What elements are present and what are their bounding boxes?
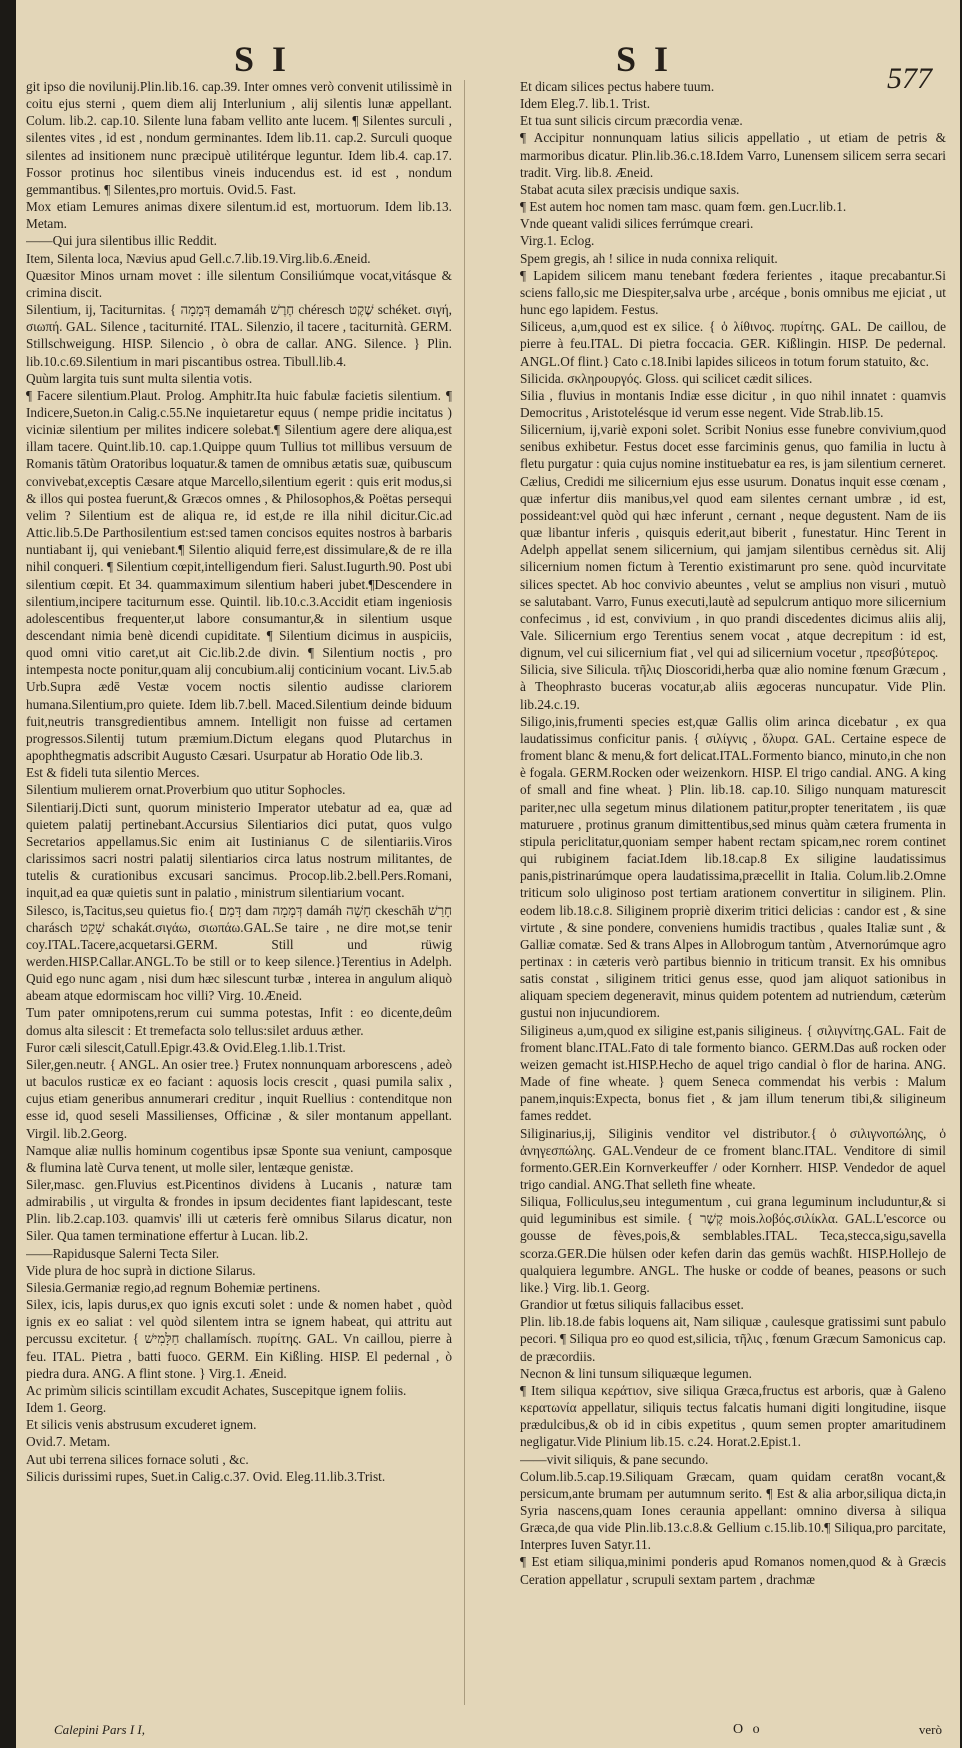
entry-paragraph: Idem 1. Georg. [26,1400,107,1416]
entry-paragraph: ¶ Accipitur nonnunquam latius silicis appellatio , ut etiam de petris & marmoribus dicatur. Plin.lib.36.c.18.Idem Varro, Lunensem silicem serra secari tradit. Virg. lib.8. Æneid. [520,130,946,180]
entry-paragraph: Aut ubi terrena silices fornace soluti , &c. [26,1451,249,1467]
entry-paragraph: Silesia.Germaniæ regio,ad regnum Bohemiæ pertinens. [26,1279,321,1295]
entry-paragraph: Silia , fluvius in montanis Indiæ esse dicitur , in quo nihil innatet : quamvis Democritus , Aristotelésque id verum esse negent. Vide Strab.lib.15. [520,387,946,420]
entry-paragraph: ——Rapidusque Salerni Tecta Siler. [26,1245,220,1261]
entry-paragraph: Grandior ut fœtus siliquis fallacibus esset. [520,1297,744,1313]
right-column [520,78,946,1723]
entry-paragraph: Item, Silenta loca, Nævius apud Gell.c.7.lib.19.Virg.lib.6.Æneid. [26,250,371,266]
entry-paragraph: ¶ Est autem hoc nomen tam masc. quam fœm. gen.Lucr.lib.1. [520,199,847,215]
column-divider [464,80,465,1705]
dictionary-page [16,0,960,1748]
entry-paragraph: Colum.lib.5.cap.19.Siliquam Græcam, quam quidam cerat8n vocant,& persicum,ante brumam per autumnum serito. ¶ Est & alia arbor,siliqua dicta,in Syria nascens,quam Iones ceraunia appellant: omnino diversa à siliqua Græca,de qua vide Plin.lib.13.c.8.& Gellium c.15.lib.10.¶ Siliqua,pro parcitate, Interpres Iuven Satyr.11. [520,1468,946,1553]
entry-paragraph: Silicernium, ij,variè exponi solet. Scribit Nonius esse funebre convivium,quod senibus exhibetur. Festus docet esse farciminis genus, quo familia in luctu à fletu purgatur : quia cujus nomine instituebatur ea res, is jam silentium cerneret. Cælius, Credidi me silicernium ejus esse usurum. Donatus inquit esse cœnam , quæ infertur diis manibus,vel quod eam silentes cernant umbræ , id est, possideant:vel quòd qui hæc inferunt , cernant , neque degustent. Nam de iis quæ libantur inferis , quisquis ederit,aut biberit , funestatur. Hinc Terent in Adelph appellat senem silicernium, qui jamjam silentibus cernèdus sit. Alij silicernium nomen fictum à Terentio existimarunt pro sene. quòd incurvitate silices spectet. Ab hoc convivio abeuntes , velut se amplius non visuri , mutuò se salutabant. Varro, Funus executi,lautè ad sepulcrum antiquo more silicernium confecimus , id est, convivium , in quo prandi discedentes dicimus aliis alij, Vale. Silicernium ergo Terentius senem vocat , atque decrepitum : id est, dignum, vel cui silicernium fiat , vel qui ad silicernium vocetur , πρεσβύτερος. [520,422,946,661]
running-head-right: SI [616,39,687,79]
entry-paragraph: Spem gregis, ah ! silice in nuda connixa reliquit. [520,250,778,266]
left-column [26,78,452,1723]
entry-paragraph: git ipso die novilunij.Plin.lib.16. cap.39. Inter omnes verò convenit utilissimè in coitu ejus sterni , quem diem alij Interlunium , alij silentis lunæ appellant. Colum. lib.2. cap.10. Silente luna fabam vellito ante lucem. ¶ Silentes surculi , silentes vites , id est , nondum germinantes. Idem lib.11. cap.2. Surculi quoque silentes ad insitionem nunc præcipuè utilitérque leguntur. Idem lib.4. cap.17. Fossor protinus hoc silentibus vineis inducendus est. id est , nondum gemmantibus. ¶ Silentes,pro mortuis. Ovid.5. Fast. [26,79,452,197]
catchword: verò [918,1722,942,1737]
entry-paragraph: Plin. lib.18.de fabis loquens ait, Nam siliquæ , caulesque gratissimi sunt pabulo pecori. ¶ Siliqua pro eo quod est,silicia, τῆλις , fœnum Græcum Samonicus cap. de præcordiis. [520,1314,946,1364]
entry-paragraph: ——Qui jura silentibus illic Reddit. [26,233,217,249]
entry-paragraph: Siligineus a,um,quod ex siligine est,panis siligineus. { σιλιγνίτης.GAL. Fait de froment blanc.ITAL.Fato di tale formento bianco. GERM.Das auß rocken oder weizen gemacht ist.HISP.Hecho de aquel trigo candial ò flor de harina. ANG. Made of fine wheate. } quem Seneca commendat his verbis : Malum panem,inquis:Expecta, bonus fiet , & jam illum tenerum tibi,& siligineum fames reddet. [520,1022,946,1124]
entry-paragraph: Silicida. σκληρουργός. Gloss. qui scilicet cædit silices. [520,370,813,386]
entry-paragraph: Vide plura de hoc suprà in dictione Silarus. [26,1262,256,1278]
entry-paragraph: Silex, icis, lapis durus,ex quo ignis excuti solet : unde & nomen habet , quòd ignis ex eo saliat : vel quòd silentem intra se ignem habeat, qui attritu aut percussu excitetur. { חַלָּמִישׁ challamísch. πυρίτης. GAL. Vn caillou, pierre à feu. ITAL. Pietra , batti fuoco. GERM. Ein Kißling. HISP. El pedernal , ò piedra dura. ANG. A flint stone. } Virg.1. Æneid. [26,1297,452,1381]
entry-paragraph: ¶ Item siliqua κεράτιον, sive siliqua Græca,fructus est arboris, quæ à Galeno κερατωνία appellatur, siliquis tectus falcatis humani digiti longitudine, iisque prædulcibus,& ob id in cibis expetitus , quum semen propter amaritudinem negligatur.Vide Plinium lib.15. c.24. Horat.2.Epist.1. [520,1382,946,1450]
entry-paragraph: Siliceus, a,um,quod est ex silice. { ὁ λίθινος. πυρίτης. GAL. De caillou, de pierre à feu.ITAL. Di pietra foccacia. GER. Kißlingin. HISP. De pedernal. ANGL.Of flint.} Cato c.18.Inibi lapides siliceos in totum forum statuito, &c. [520,319,946,369]
entry-paragraph: Et silicis venis abstrusum excuderet ignem. [26,1417,257,1433]
entry-paragraph: Silentium mulierem ornat.Proverbium quo utitur Sophocles. [26,782,346,798]
entry-paragraph: Silentiarij.Dicti sunt, quorum ministerio Imperator utebatur ad ea, quæ ad quietem palatij pertinebant.Accursius Silentiarios dici putat, quos vulgo Secretarios appellamus.Sic enim ait Iustinianus C de silentiariis.Viros clarissimos sacri nostri palatij silentiarios circa latus nostrum militantes, de tutelis & curationibus excusari sancimus. Procop.lib.2.bell.Pers.Romani, inquit,ad ea quæ quietis sunt in palatio , ministrum silentiarium vocant. [26,799,452,901]
entry-paragraph: Siliqua, Folliculus,seu integumentum , cui grana leguminum includuntur,& si quid leguminibus est simile. { קֶשֶׁר mois.λοβός.σιλίκλα. GAL.L'escorce ou gousse de fèves,pois,& semblables.ITAL. Teca,stecca,sigu,savella scorza.GER.Die hülsen oder kefen darin das gemüs wachßt. HISP.Hollejo de qualquiera legumbre. ANGL. The huske or codde of beanes, peasons or such like.} Virg. lib.1. Georg. [520,1194,946,1295]
entry-paragraph: Et dicam silices pectus habere tuum. [520,79,715,94]
entry-paragraph: Ovid.7. Metam. [26,1434,111,1450]
entry-paragraph: Idem Eleg.7. lib.1. Trist. [520,96,651,112]
entry-paragraph: Silesco, is,Tacitus,seu quietus fio.{ דָּמַם dam דְּמָמָה damáh חָשָׁה ckeschāh חָרַשׁ charásch שָׁקַט schakát.σιγάω, σιωπάω.GAL.Se taire , ne dire mot,se tenir coy.ITAL.Tacere,acquetarsi.GERM. Still und rüwig werden.HISP.Callar.ANGL.To be still or to keep silence.}Terentius in Adelph. Quid ego nunc agam , nisi dum hæc silescunt turbæ , interea in angulum aliquò abeam atque edormiscam hoc villi? Virg. 10.Æneid. [26,902,452,1004]
entry-paragraph: Quæsitor Minos urnam movet : ille silentum Consiliúmque vocat,vitásque & crimina discit. [26,267,452,300]
entry-paragraph: Tum pater omnipotens,rerum cui summa potestas, Infit : eo dicente,deûm domus alta silescit : Et tremefacta solo tellus:silet arduus æther. [26,1005,452,1038]
signature-line: Calepini Pars I I, [54,1722,145,1737]
entry-paragraph: ¶ Est etiam siliqua,minimi ponderis apud Romanos nomen,quod & à Græcis Ceration appellatur , scrupuli sextam partem , drachmæ [520,1554,946,1587]
entry-paragraph: Et tua sunt silicis circum præcordia venæ. [520,113,743,129]
entry-paragraph: Ac primùm silicis scintillam excudit Achates, Suscepitque ignem foliis. [26,1382,407,1398]
entry-paragraph: Quùm largita tuis sunt multa silentia votis. [26,370,253,386]
signature-mark: O o [733,1722,763,1737]
entry-paragraph: ¶ Lapidem silicem manu tenebant fœdera ferientes , itaque precabantur.Si sciens fallo,sic me Diespiter,salva urbe , arcéque , bonis omnibus me ejiciat , ut hunc ego lapidem. Festus. [520,267,946,318]
entry-paragraph: Siligo,inis,frumenti species est,quæ Gallis olim arinca dicebatur , ex qua laudatissimus conficitur panis. { σιλίγνις , ὄλυρα. GAL. Certaine espece de froment blanc & menu,& fort delicat.ITAL.Formento bianco, minuto,in che non è fogala. GERM.Rocken oder weizenkorn. HISP. El trigo candial. ANG. A king of small and fine wheat. } Plin. lib.18. cap.10. Siligo nunquam maturescit pariter,nec ulla segetum minus dilationem patitur,propter teneritatem , iis quæ maturuere , protinus granum dimittentibus,sed minus quàm cætera frumenta in stipula periclitatur,quoniam semper habent rectam spicam,nec rorem continet qui rubiginem faciat.Idem lib.18.cap.8 Ex siligine laudatissimus panis,pistrinarúmque opera laudatissima,præcellit in Italia. Colum.lib.2.Omne triticum solo uliginoso post tertiam arationem convertitur in siliginem. Plin. eodem lib.18.c.8. Siliginem propriè dixerim tritici delicias : candor est , & sine virtute , & sine pondere, conveniens humidis tractibus , quales Italiæ sunt , & Galliæ comatæ. Sed & trans Alpes in Allobrogum tantùm , Atvernorúmque agro pertinax : in cæteris verò partibus biennio in triticum transit. Ex his omnibus satis constat , siliginem tritici genus esse, quod jam aliquot sationibus in aliquam speciem degeneravit, minus quidem potentem ad nutriendum, cæterùm gustui non injucundiorem. [520,713,946,1021]
entry-paragraph: Siler,gen.neutr. { ANGL. An osier tree.} Frutex nonnunquam arborescens , adeò ut baculos rusticæ ex eo faciant : aquosis locis crescit , quasi pumila salix , cujus etiam generibus annumerari creditur , inquit Ruellius : contenditque non esse id, quod seseli Massilienses, Officinæ , & siler montanum appellant. Virgil. lib.2.Georg. [26,1056,452,1141]
entry-paragraph: Mox etiam Lemures animas dixere silentum.id est, mortuorum. Idem lib.13. Metam. [26,199,452,232]
entry-paragraph: Silicis durissimi rupes, Suet.in Calig.c.37. Ovid. Eleg.11.lib.3.Trist. [26,1468,386,1484]
entry-paragraph: Silicia, sive Silicula. τῆλις Dioscoridi,herba quæ alio nomine fœnum Græcum , à Theophrasto buceras vocatur,ab aliis ægoceras nuncupatur. Vide Plin. lib.24.c.19. [520,662,946,712]
entry-paragraph: ¶ Facere silentium.Plaut. Prolog. Amphitr.Ita huic fabulæ facietis silentium. ¶ Indicere,Sueton.in Calig.c.55.Ne inquietaretur equus ( nempe pridie incitatus ) viciniæ silentium per milites indicere solebat.¶ Silentium agere dere aliqua,est illam tacere. Quint.lib.10. cap.1.Quippe quum Tullius tot millibus versuum de Romanis tātùm Oratoribus loquatur.& tamen de omnibus ætatis suæ, quibuscum convivebat,exceptis Cæsare atque Marcello,silentium egerit : quis erit modus,si & illos qui postea fuerunt,& Græcos omnes , & Philosophos,& Poëtas persequi velim ? Silentium est de aliqua re, id est,de re illa nihil dicitur.Cic.ad Attic.lib.5.De Parthosilentium est:sed tamen concisos equites nostros à barbaris nuntiabant ij, qui veniebant.¶ Silentio aliquid ferre,est dissimulare,& de re illa nihil conqueri. ¶ Silentium cœpit,intelligendum fieri. Salust.Iugurth.90. Post ubi silentium cœpit. Et 34. quammaximum silentium haberi jubet.¶Descendere in silentium,incipere taciturnum esse. Quintil. lib.10.c.3.Accidit etiam ingeniosis adolescentibus frequenter,ut labore consumantur,& in silentium usque descendant nimia benè dicendi cupiditate. ¶ Silentium dicimus in auspiciis, quod omni vitio caret,ut ait Cic.lib.2.de divin. ¶ Silentium noctis , pro intempesta nocte ponitur,quam alij concubium.alij conticinium vocant. Liv.5.ab Urb.Supra ædē Vestæ vocem noctis silentio audisse clariorem humana.Silentium,pro quiete. Idem lib.7.bell. Maced.Silentium deinde biduum fuit,neutris transgredientibus amnem. Intelligit non fuisse ad certamen progressos.Silentij tutum præmium.Dictum elegans quod Plutarchus in apophthegmatis adscribit Augusto Cæsari. Usurpatur ab Horatio Ode lib.3. [26,387,452,764]
entry-paragraph: Silentium, ij, Taciturnitas. { דְּמָמָה demamáh חֶרֶשׁ chéresch שֶׁקֶט schéket. σιγή, σιωπή. GAL. Silence , taciturnité. ITAL. Silenzio, il tacere , taciturnità. GERM. Stillschweigung. HISP. Silencio , ò obra de callar. ANG. Silence. } Plin. lib.10.c.69.Silentium in mari piscantibus ostrea. Tibull.lib.4. [26,302,452,369]
entry-paragraph: Est & fideli tuta silentio Merces. [26,765,200,781]
page-number: 577 [887,62,932,95]
entry-paragraph: Namque aliæ nullis hominum cogentibus ipsæ Sponte sua veniunt, camposque & flumina latè Curva tenent, ut molle siler, lentæque genistæ. [26,1142,452,1175]
entry-paragraph: Siliginarius,ij, Siliginis venditor vel distributor.{ ὁ σιλιγνοπώλης, ὁ ἀνηγεσπώλης. GAL.Vendeur de ce froment blanc.ITAL. Venditore di simil formento.GER.Ein Kornverkeuffer / oder Kornherr. HISP. Vendedor de aquel trigo candial. ANG.That selleth fine wheate. [520,1125,946,1192]
entry-paragraph: Stabat acuta silex præcisis undique saxis. [520,181,740,197]
running-head-left: SI [234,39,305,79]
entry-paragraph: Vnde queant validi silices ferrúmque creari. [520,216,754,232]
entry-paragraph: Necnon & lini tunsum siliquæque legumen. [520,1365,752,1381]
entry-paragraph: Furor cæli silescit,Catull.Epigr.43.& Ovid.Eleg.1.lib.1.Trist. [26,1039,346,1055]
entry-paragraph: Siler,masc. gen.Fluvius est.Picentinos dividens à Lucanis , naturæ tam admirabilis , ut virgulta & frondes in ipsum decidentes fiant lapidescant, teste Plin. lib.2.cap.103. quamvis' illi ut cæteris ferè omnibus Silarus dicatur, non Siler. Qua tamen terminatione effertur à Lucan. lib.2. [26,1177,452,1244]
entry-paragraph: ——vivit siliquis, & pane secundo. [520,1451,709,1467]
entry-paragraph: Virg.1. Eclog. [520,233,595,249]
